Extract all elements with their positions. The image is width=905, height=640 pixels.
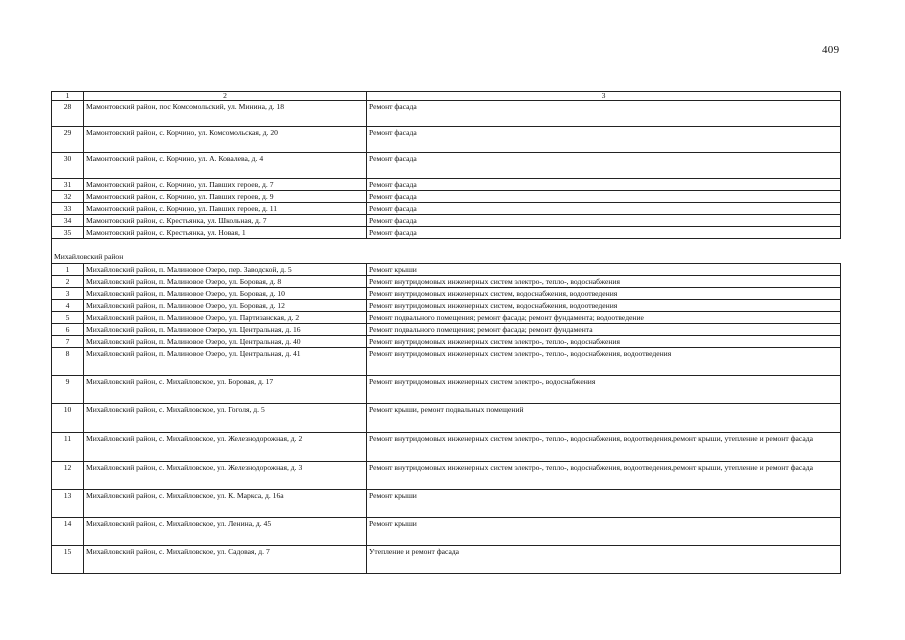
row-address: Мамонтовский район, с. Корчино, ул. А. Ковалева, д. 4 [84,153,367,179]
row-work-type: Ремонт внутридомовых инженерных систем электро-, тепло-, водоснабжения [367,336,841,348]
row-number: 11 [52,433,84,462]
table-row [52,288,841,300]
table-row [52,462,841,490]
row-address: Мамонтовский район, с. Крестьянка, ул. Новая, 1 [84,227,367,239]
repair-table [51,91,841,574]
table-row [52,404,841,433]
row-number: 2 [52,276,84,288]
table-row [52,336,841,348]
row-number: 30 [52,153,84,179]
row-address: Михайловский район, с. Михайловское, ул. Боровая, д. 17 [84,376,367,404]
table-row [52,227,841,239]
row-number: 5 [52,312,84,324]
row-work-type: Ремонт внутридомовых инженерных систем, водоснабжения, водоотведения [367,300,841,312]
row-work-type: Ремонт фасада [367,101,841,127]
row-number: 31 [52,179,84,191]
row-address: Михайловский район, п. Малиновое Озеро, ул. Боровая, д. 12 [84,300,367,312]
row-number: 28 [52,101,84,127]
table-row [52,127,841,153]
column-number-3: 3 [367,92,841,101]
row-work-type: Ремонт фасада [367,127,841,153]
row-number: 33 [52,203,84,215]
row-address: Михайловский район, п. Малиновое Озеро, ул. Центральная, д. 40 [84,336,367,348]
table-row [52,264,841,276]
row-number: 3 [52,288,84,300]
row-address: Мамонтовский район, пос Комсомольский, ул. Минина, д. 18 [84,101,367,127]
table-row [52,324,841,336]
row-address: Михайловский район, п. Малиновое Озеро, ул. Центральная, д. 41 [84,348,367,376]
row-work-type: Ремонт внутридомовых инженерных систем электро-, тепло-, водоснабжения, водоотведения [367,348,841,376]
row-address: Михайловский район, с. Михайловское, ул. Садовая, д. 7 [84,546,367,574]
row-address: Михайловский район, с. Михайловское, ул. Железнодорожная, д. 2 [84,433,367,462]
row-address: Мамонтовский район, с. Корчино, ул. Павших героев, д. 9 [84,191,367,203]
row-work-type: Ремонт внутридомовых инженерных систем электро-, тепло-, водоснабжения, водоотведения,ремонт крыши, утепление и ремонт фасада [367,462,841,490]
row-address: Михайловский район, п. Малиновое Озеро, ул. Партизанская, д. 2 [84,312,367,324]
row-work-type: Ремонт фасада [367,179,841,191]
row-work-type: Ремонт крыши, ремонт подвальных помещений [367,404,841,433]
row-work-type: Ремонт крыши [367,264,841,276]
table-row [52,518,841,546]
row-number: 8 [52,348,84,376]
column-number-row [52,92,841,101]
row-number: 34 [52,215,84,227]
row-work-type: Ремонт фасада [367,227,841,239]
section-title: Михайловский район [52,239,841,264]
section-header-row [52,239,841,264]
column-number-1: 1 [52,92,84,101]
row-number: 7 [52,336,84,348]
table-row [52,490,841,518]
table-row [52,433,841,462]
table-row [52,203,841,215]
repair-table-body [52,92,841,574]
table-row [52,376,841,404]
row-address: Мамонтовский район, с. Крестьянка, ул. Школьная, д. 7 [84,215,367,227]
table-row [52,179,841,191]
table-row [52,348,841,376]
row-work-type: Ремонт внутридомовых инженерных систем электро-, тепло-, водоснабжения, водоотведения,ремонт крыши, утепление и ремонт фасада [367,433,841,462]
row-address: Михайловский район, п. Малиновое Озеро, ул. Боровая, д. 10 [84,288,367,300]
row-work-type: Ремонт подвального помещения; ремонт фасада; ремонт фундамента; водоотведение [367,312,841,324]
row-number: 9 [52,376,84,404]
row-number: 32 [52,191,84,203]
row-address: Михайловский район, п. Малиновое Озеро, ул. Центральная, д. 16 [84,324,367,336]
row-address: Мамонтовский район, с. Корчино, ул. Комсомольская, д. 20 [84,127,367,153]
row-address: Михайловский район, с. Михайловское, ул. К. Маркса, д. 16а [84,490,367,518]
table-row [52,153,841,179]
row-number: 14 [52,518,84,546]
table-row [52,312,841,324]
table-row [52,191,841,203]
row-work-type: Утепление и ремонт фасада [367,546,841,574]
row-address: Михайловский район, п. Малиновое Озеро, пер. Заводской, д. 5 [84,264,367,276]
row-work-type: Ремонт фасада [367,153,841,179]
row-number: 10 [52,404,84,433]
row-address: Михайловский район, с. Михайловское, ул. Гоголя, д. 5 [84,404,367,433]
row-number: 15 [52,546,84,574]
page-number: 409 [822,44,840,56]
table-row [52,276,841,288]
row-number: 12 [52,462,84,490]
row-work-type: Ремонт внутридомовых инженерных систем электро-, водоснабжения [367,376,841,404]
row-address: Михайловский район, п. Малиновое Озеро, ул. Боровая, д. 8 [84,276,367,288]
row-number: 35 [52,227,84,239]
row-number: 29 [52,127,84,153]
row-address: Мамонтовский район, с. Корчино, ул. Павших героев, д. 7 [84,179,367,191]
row-address: Михайловский район, с. Михайловское, ул. Ленина, д. 45 [84,518,367,546]
row-work-type: Ремонт фасада [367,203,841,215]
row-work-type: Ремонт фасада [367,191,841,203]
row-work-type: Ремонт внутридомовых инженерных систем, водоснабжения, водоотведения [367,288,841,300]
table-row [52,546,841,574]
table-row [52,101,841,127]
row-address: Михайловский район, с. Михайловское, ул. Железнодорожная, д. 3 [84,462,367,490]
row-work-type: Ремонт внутридомовых инженерных систем электро-, тепло-, водоснабжения [367,276,841,288]
row-work-type: Ремонт фасада [367,215,841,227]
row-number: 6 [52,324,84,336]
row-work-type: Ремонт подвального помещения; ремонт фасада; ремонт фундамента [367,324,841,336]
row-address: Мамонтовский район, с. Корчино, ул. Павших героев, д. 11 [84,203,367,215]
row-number: 4 [52,300,84,312]
row-number: 13 [52,490,84,518]
column-number-2: 2 [84,92,367,101]
row-work-type: Ремонт крыши [367,518,841,546]
row-work-type: Ремонт крыши [367,490,841,518]
table-row [52,215,841,227]
table-row [52,300,841,312]
row-number: 1 [52,264,84,276]
